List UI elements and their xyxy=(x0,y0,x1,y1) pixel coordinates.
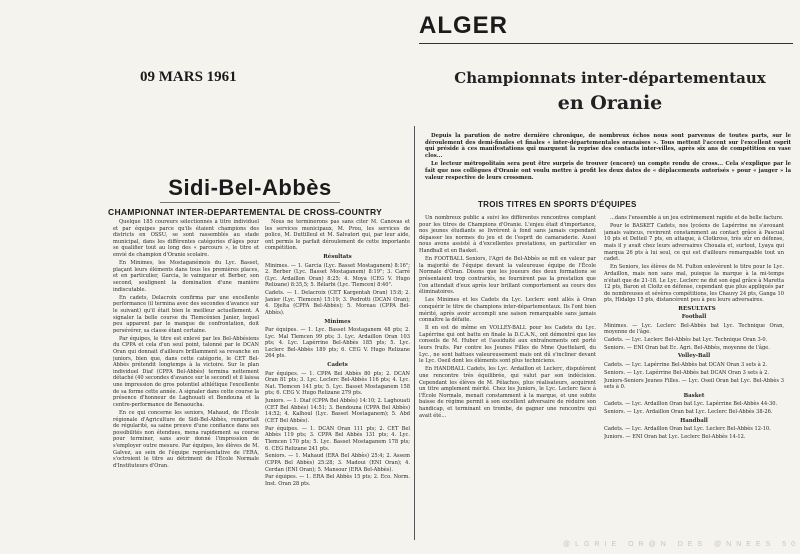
result-line: Juniors-Seniors Jeunes Filles. — Lyc. Oseil Oran bat Lyc. Bel-Abbès 3 sets à 0. xyxy=(604,377,784,391)
left-col-2 xyxy=(265,219,410,539)
intro-paragraph: Le lecteur métropolitain sera peut être surpris de trouver (encore) un compte rendu de cross... Cela s'explique par le fait que nos collègues d'Oranie ont voulu mettre à profit les deux dates de « déplacements autorisés » pour « jauger » la valeur respective de leurs crossmen. xyxy=(425,161,791,181)
result-line: Seniors. — Lyc. Lapérrine Bel-Abbès bat DCAN Oran 3 sets à 2. xyxy=(604,369,769,376)
result-line: Par équipes. — 1. ERA Bel Abbès 15 pts; 2. Eco. Norm. Inst. Oran 28 pts. xyxy=(265,474,410,487)
result-line: Seniors. — 1. Mahaud (ERA Bel Abbès) 25:4; 2. Assem (CPPA Bel Abbès) 25:28; 3. Madoui (ENI Oran); 4. Cerdan (ENI Oran); 5. Mansour (ERA Bel-Abbès). xyxy=(265,453,410,473)
paragraph: Un nombreux public a suivi les différentes rencontres comptant pour les titres de Champions d'Oranie. L'enjeu était d'importance, nos jeunes étudiants se livrèrent à fond sans jamais cependant dépasser les normes du jeu et de l'esprit de camaraderie. Aussi nous avons assisté à d'excellentes prestations, en particulier en Handball et en Basket. xyxy=(419,215,596,254)
paragraph: Pour le BASKET Cadets, nos lycéens de Lapérrine ne s'avouant jamais vaincus, revinrent constamment au contact grâce à Pascual 10 pts et Delteil 7 pts, en attaque, à Clotkross, très sûr en défense, mais il y avait chez leurs adversaires Chouaïa et, surtout, Lyaya qui marqua 26 pts à lui seul, ce qui est d'ailleurs remarquable tout un cadet. xyxy=(604,223,784,263)
sport-title: Basket xyxy=(683,392,705,399)
paragraph: En Seniors, les élèves de M. Fulton enlevèrent le titre pour le Lyc. Ardaillon, mais non sans mal, puisque la marque à la mi-temps n'était que de 21-18. Le Lyc. Leclerc ne dut son égal grâce à Maretta 12 pts, Baron et Cloitz en défense, cependant que plus appliqués par de nombreuses et sévères compétitions, les Chauvy 24 pts, Ganga 10 pts, Hidalgo 15 pts, distancèrent peu à peu leurs adversaires. xyxy=(604,264,784,304)
paragraph: Les Minimes et les Cadets du Lyc. Leclerc sont allés à Oran conquérir le titre de champions inter-départementaux. Ils l'ont bien mérité, après avoir accompli une saison remarquable sans jamais connaître la défaite. xyxy=(419,297,596,324)
headline-line2: en Oranie xyxy=(557,92,663,114)
result-line: Seniors. — ENI Oran bat Ec. Agri. Bel-Abbès, moyenne de l'âge. xyxy=(604,344,770,351)
result-line: Juniors. — ENI Oran bat Lyc. Leclerc Bel-Abbès 14-12. xyxy=(604,434,746,441)
right-col-1 xyxy=(419,215,596,538)
city-title: Sidi-Bel-Abbès xyxy=(168,175,332,200)
result-line: Cadets. — Lyc. Lapérrine Bel-Abbès bat DCAN Oran 3 sets à 2. xyxy=(604,362,768,369)
left-col-1 xyxy=(113,219,259,539)
paragraph: En FOOTBALL Seniors, l'Agri de Bel-Abbès se mit en valeur par la majorité de l'équipe devant la valeureuse équipe de l'École Normale d'Oran. Disons que les joueurs des deux formations se présentaient trop contrariés, ne fournirent pas la prestation que l'on attendait d'eux après leur brillant comportement au cours des éliminatoires. xyxy=(419,256,596,296)
paragraph: Nous ne terminerons pas sans citer M. Canovas et les services municipaux, M. Prou, les services de police, M. Duttilleul et M. Salvatori qui, par leur aide, ont permis le parfait déroulement de cette importante compétition. xyxy=(265,219,410,252)
masthead: ALGER xyxy=(419,12,508,39)
paragraph: Il en est de même en VOLLEY-BALL pour les Cadets du Lyc. Lapérrine qui ont battu en finale la D.C.A.N., ont démontré que les conseils de M. Huber et l'assiduité aux entraînements ont porté leurs fruits. Par contre les Jeunes Filles de Mme Quettelard, du Lyc., ne sont battues valeureusement mais ont dû s'incliner devant le Lyc. Oseil dont les éléments sont plus techniciens. xyxy=(419,325,596,365)
right-col-2 xyxy=(604,215,784,538)
paragraph: En cadets, Delacroix confirma par une excellente performance (il termina avec des secondes d'avance sur le suivant) qu'il était bien le meilleur actuellement. A signaler la belle course du Tlemcénien Janier, lequel peu apparent par le manque de confrontation, doit persévérer, sa classe étant certaine. xyxy=(113,294,259,334)
result-line: Cadets. — 1. Delacroix (CET Kargentah Oran) 15:8; 2. Janier (Lyc. Tlemcen) 15:19; 3. Pedrotti (DCAN Oran); 4. Djelta (CPFA Bel-Abbès); 5. Moreau (CPPA Bel-Abbès). xyxy=(265,290,410,316)
masthead-rule xyxy=(419,43,793,44)
results-title: RESULTATS xyxy=(678,305,716,312)
watermark: @LGRIE OR@N DES @NNEES 50 xyxy=(563,541,800,548)
result-line: Par équipes. — 1. DCAN Oran 111 pts; 2. CET Bel Abbès 119 pts; 3. CPPA Bel Abbès 131 pts; 4. Lyc. Tlemcen 170 pts; 5. Lyc. Basset Mostaganem 178 pts; 6. CEG Relizane 241 pts. xyxy=(265,425,410,452)
result-line: Par équipes. — 1. Lyc. Basset Mostaganem 48 pts; 2. Lyc. Mal Tlemcen 99 pts; 3. Lyc. Ardaillon Oran 103 pts; 4. Lyc. Lapérrine Bel-Abbès 185 pts; 5. Lyc. Leclerc Bel-Abbès 189 pts; 6. CEG V. Hugo Relizane 264 pts. xyxy=(265,327,410,360)
section-title: Cadets xyxy=(327,362,348,369)
sport-title: Handball xyxy=(680,417,708,424)
result-line: Cadets. — Lyc. Ardaillon Oran bat Lyc. Lapérrine Bel-Abbès 44-30. xyxy=(604,401,778,408)
section-title: Résultats xyxy=(323,253,352,260)
column-divider xyxy=(414,126,415,540)
result-line: Minimes. — 1. Garcia (Lyc. Basset Mostaganem) 8:16"; 2. Berber (Lyc. Basset Mostaganem) 8:19"; 3. Carré (Lyc. Ardaillon Oran) 8:25; 4. Moya (CEG V. Hugo Relizane) 8:35,5; 5. Bélarbi (Lyc. Tlemcen) 8:40". xyxy=(265,262,410,289)
result-line: Cadets. — Lyc. Leclerc Bel-Abbès bat Lyc. Technique Oran 3-0. xyxy=(604,337,768,344)
intro-text xyxy=(425,133,791,183)
right-subhead: TROIS TITRES EN SPORTS D'ÉQUIPES xyxy=(478,200,637,209)
paragraph: Par équipes, le titre est enlevé par les Bel-Abbésiens du CPPA et cela d'un seul point, talonné par le DCAN Oran qui donnait d'ailleurs brillamment sa revanche en juniors, bien que, dans cette catégorie, le CET Bel-Abbès prétendit longtemps à la victoire. Sur le plan individuel Diaf (CPFA Bel-Abbès) termina nettement détaché (40 secondes d'avance sur le second) et il laissa une impression de gros potentiel athlétique l'excellente de sa forme cette année. A signaler dans cette course la présence d'honneur de Laghouati et Bendouna et la centre-performance de Benaoucha. xyxy=(113,335,259,408)
section-title: Minimes xyxy=(324,318,351,325)
result-line: Juniors. — 1. Diaf (CPPA Bel Abbès) 14:10; 2. Laghouati (CET Bel Abbès) 14:51; 3. Bendouna (CPPA Bel Abbès) 14:52; 4. Kalhoul (Lyc. Basset Mostaganem); 5. Abd (CET Bel Abbès). xyxy=(265,398,410,424)
paragraph: ...dans l'ensemble à un jeu extrêmement rapide et de belle facture. xyxy=(610,215,784,221)
left-subhead: CHAMPIONNAT INTER-DEPARTEMENTAL DE CROSS-COUNTRY xyxy=(108,207,383,217)
issue-date: 09 MARS 1961 xyxy=(140,69,237,85)
city-underline xyxy=(160,202,340,203)
paragraph: En ce qui concerne les seniors, Mahaud, de l'École régionale d'Agriculture de Sidi-Bel-Abbès, remportait de régularité, sa saine preuve d'une confiance dans ses possibilités non étendues, mena rapidement sa course pour terminer, sans avoir donné l'impression de s'employer outre mesure. Par équipes, les élèves de M. Galvez, au sein de l'équipe représentative de l'ERA, s'octroient le titre au détriment de l'École Normale d'Instituteurs d'Oran. xyxy=(113,410,259,469)
paragraph: Quelque 185 coureurs sélectionnés à titre individuel et par équipes parce qu'ils étaient champions des districts en OSSU, se sont rassemblés au stade municipal, dans les différentes catégories d'âges pour se qualifier tout au long des « parcours », le titre et envié de champion d'Oranie scolaire. xyxy=(113,219,259,258)
result-line: Par équipes. — 1. CPPA Bel Abbès 80 pts; 2. DCAN Oran 81 pts; 3. Lyc. Leclerc Bel-Abbès 116 pts; 4. Lyc. Nat. Tlemcen 141 pts; 5. Lyc. Basset Mostaganem 158 pts; 6. CEG V. Hugo Relizane 279 pts. xyxy=(265,370,410,397)
sport-title: Volley-Ball xyxy=(677,353,711,360)
paragraph: En HANDBALL Cadets, les Lyc. Ardaillon et Leclerc, disputèrent une rencontre très équilibrée, qui valut par son indécision. Cependant les élèves de M. Pélachos, plus réalisateurs, acquirent un titre amplement mérité. Chez les Juniors, le Lyc. Leclerc face à l'École Normale, menait constamment à la marque, et une subite baisse de régime permit à son excellent adversaire de réduire son handicap, et terminant en trombe, de gagner une rencontre qui avait été... xyxy=(419,366,596,419)
result-line: Cadets. — Lyc. Ardaillon Oran bat Lyc. Leclerc Bel-Abbès 12-10. xyxy=(604,426,771,433)
intro-paragraph: Depuis la parution de notre dernière chronique, de nombreux échos nous sont parvenus de toutes parts, sur le déroulement des demi-finales et finales « inter-départementales oranaises ». Tous mettent l'accent sur l'excellent esprit qui préside à ces manifestations qui marquent la reprise des contacts inter-villes, après six ans de compétition en vase clos... xyxy=(425,133,791,159)
headline-line1: Championnats inter-départementaux xyxy=(454,69,766,87)
result-line: Minimes. — Lyc. Leclerc Bel-Abbès bat Lyc. Technique Oran, moyenne de l'âge. xyxy=(604,322,784,336)
paragraph: En Minimes, les Mostaganémois du Lyc. Basset, plaçant leurs éléments dans tous les premières places, et en particulier, Garcia, le vainqueur et Berber, son second, soulignent la domination d'une manière indiscutable. xyxy=(113,260,259,293)
main-headline xyxy=(425,66,795,116)
sport-title: Football xyxy=(681,314,707,321)
result-line: Seniors. — Lyc. Ardaillon Oran bat Lyc. Leclerc Bel-Abbès 38-26. xyxy=(604,409,773,416)
